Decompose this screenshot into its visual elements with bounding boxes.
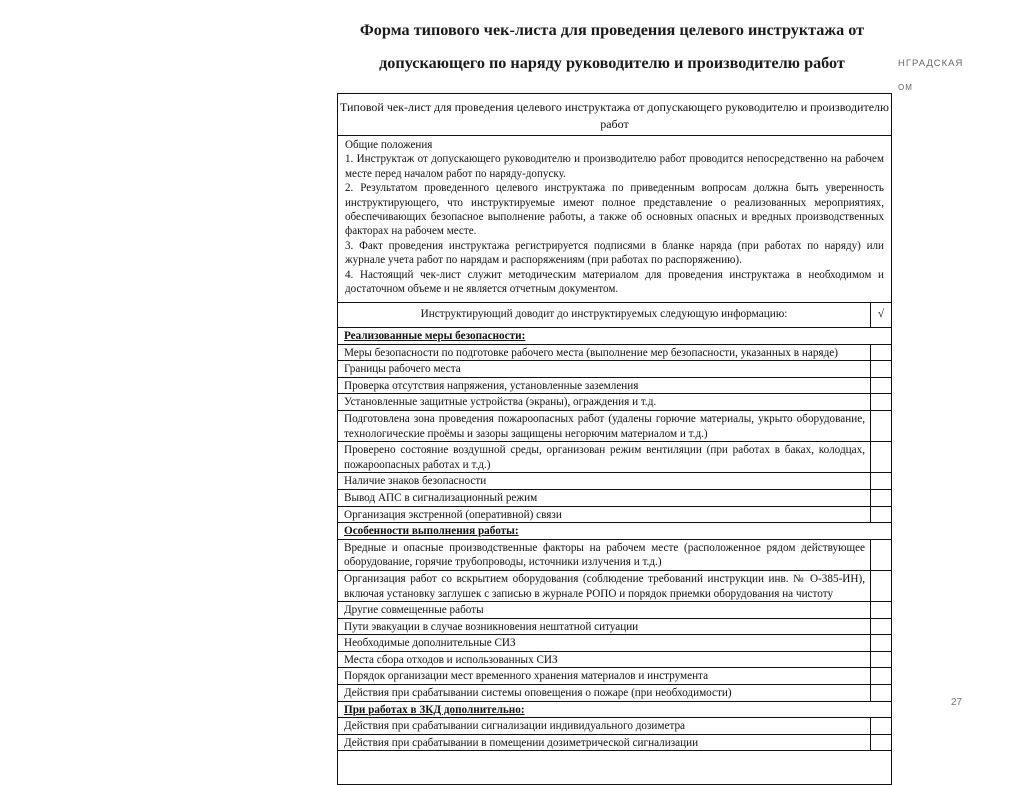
checklist-rows <box>338 328 891 751</box>
checklist-row <box>338 540 891 571</box>
section-header <box>338 328 891 345</box>
checklist-row-text: Пути эвакуации в случае возникновения нештатной ситуации <box>338 619 871 635</box>
checklist-row-text: Необходимые дополнительные СИЗ <box>338 635 871 651</box>
general-item: 3. Факт проведения инструктажа регистрируется подписями в бланке наряда (при работах по наряду) или журнале учета работ по нарядам и распоряжениям (при работах по распоряжению). <box>345 239 884 267</box>
check-cell[interactable] <box>871 473 891 489</box>
slide-title: Форма типового чек-листа для проведения целевого инструктажа от допускающего по наряду руководителю и производителю работ <box>359 21 865 72</box>
checklist-row <box>338 361 891 378</box>
checklist-row <box>338 635 891 652</box>
corner-text-top: НГРАДСКАЯ <box>898 58 964 69</box>
checklist-row <box>338 685 891 702</box>
checklist-row-text: Места сбора отходов и использованных СИЗ <box>338 652 871 668</box>
checklist-row-text: Действия при срабатывании системы оповещения о пожаре (при необходимости) <box>338 685 871 701</box>
check-cell[interactable] <box>871 619 891 635</box>
instructor-text: Инструктирующий доводит до инструктируемых следующую информацию: <box>338 303 871 327</box>
checkmark-icon: √ <box>877 308 885 320</box>
checklist-row <box>338 345 891 362</box>
check-cell[interactable] <box>871 378 891 394</box>
check-cell[interactable] <box>871 345 891 361</box>
checklist-row-text: Проверка отсутствия напряжения, установленные заземления <box>338 378 871 394</box>
general-item: 2. Результатом проведенного целевого инструктажа по приведенным вопросам должна быть уверенность инструктирующего, что инструктируемые имеют полное представление о реализованных мероприятиях, обеспечивающих безопасное выполнение работы, а также об основных опасных и вредных производственных факторах на рабочем месте. <box>345 182 884 238</box>
check-cell[interactable] <box>871 652 891 668</box>
checklist-row <box>338 507 891 524</box>
general-item: 1. Инструктаж от допускающего руководителю и производителю работ проводится непосредственно на рабочем месте перед началом работ по наряду-допуску. <box>345 153 884 180</box>
checklist-row <box>338 378 891 395</box>
general-title: Общие положения <box>345 139 433 151</box>
check-cell[interactable] <box>871 602 891 618</box>
general-item: 4. Настоящий чек-лист служит методическим материалом для проведения инструктажа в необходимом и достаточном объеме и не является отчетным документом. <box>345 268 884 296</box>
check-cell[interactable] <box>871 735 891 751</box>
page-number: 27 <box>951 697 963 708</box>
checklist-row-text: Действия при срабатывании сигнализации индивидуального дозиметра <box>338 718 871 734</box>
checklist-row <box>338 668 891 685</box>
checklist-row <box>338 394 891 411</box>
checklist-row-text: Вывод АПС в сигнализационный режим <box>338 490 871 506</box>
check-cell[interactable] <box>871 490 891 506</box>
check-cell[interactable] <box>871 442 891 472</box>
check-cell[interactable] <box>871 507 891 523</box>
checklist-row-text: Подготовлена зона проведения пожароопасных работ (удалены горючие материалы, укрыто оборудование, технологические проёмы и зазоры защищены негорючим материалом и т.д.) <box>338 411 871 441</box>
checklist-row-text: Меры безопасности по подготовке рабочего места (выполнение мер безопасности, указанных в наряде) <box>338 345 871 361</box>
checklist-row <box>338 652 891 669</box>
checklist-heading: Типовой чек-лист для проведения целевого инструктажа от допускающего руководителю и производителю работ <box>338 94 891 136</box>
checklist-row-text: Организация работ со вскрытием оборудования (соблюдение требований инструкции инв. № О-385-ИН), включая установку заглушек с записью в журнале РОПО и порядок приемки оборудования на чистоту <box>338 571 871 601</box>
checklist-row <box>338 718 891 735</box>
checklist-row <box>338 490 891 507</box>
general-provisions <box>338 136 891 303</box>
checklist-row <box>338 602 891 619</box>
check-cell[interactable] <box>871 361 891 377</box>
checklist-row-text: Другие совмещенные работы <box>338 602 871 618</box>
section-header-text: Особенности выполнения работы: <box>344 525 519 538</box>
check-cell[interactable] <box>871 685 891 701</box>
section-header-text: При работах в ЗКД дополнительно: <box>344 703 525 716</box>
section-header-text: Реализованные меры безопасности: <box>344 330 526 342</box>
checklist-row <box>338 619 891 636</box>
checklist-row <box>338 735 891 752</box>
checklist-row <box>338 442 891 473</box>
check-cell[interactable] <box>871 668 891 684</box>
checklist-row <box>338 473 891 490</box>
checklist-row-text: Границы рабочего места <box>338 361 871 377</box>
check-cell[interactable] <box>871 635 891 651</box>
check-cell[interactable] <box>871 540 891 570</box>
checklist-row-text: Вредные и опасные производственные факторы на рабочем месте (расположенное рядом действующее оборудование, горячие трубопроводы, источники излучения и т.д.) <box>338 540 871 570</box>
checklist-row <box>338 571 891 602</box>
section-header <box>338 702 891 719</box>
check-cell[interactable] <box>871 394 891 410</box>
checklist-row <box>338 411 891 442</box>
checklist-row-text: Установленные защитные устройства (экраны), ограждения и т.д. <box>338 394 871 410</box>
checklist-sheet <box>337 93 892 785</box>
checklist-row-text: Организация экстренной (оперативной) связи <box>338 507 871 523</box>
check-cell[interactable] <box>871 571 891 601</box>
instructor-row <box>338 303 891 328</box>
checklist-row-text: Наличие знаков безопасности <box>338 473 871 489</box>
checklist-row-text: Проверено состояние воздушной среды, организован режим вентиляции (при работах в баках, колодцах, пожароопасных работах и т.д.) <box>338 442 871 472</box>
check-cell[interactable] <box>871 718 891 734</box>
checklist-row-text: Порядок организации мест временного хранения материалов и инструмента <box>338 668 871 684</box>
check-cell[interactable] <box>871 411 891 441</box>
checklist-row-text: Действия при срабатывании в помещении дозиметрической сигнализации <box>338 735 871 751</box>
corner-text-bottom: ОМ <box>898 83 913 92</box>
section-header <box>338 523 891 540</box>
